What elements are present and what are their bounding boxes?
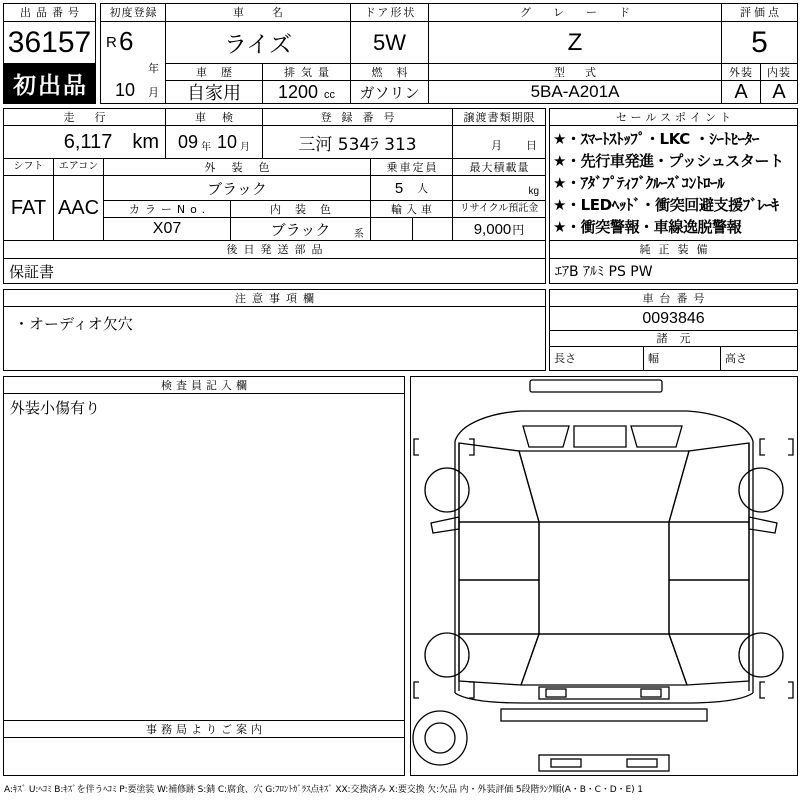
bracket-top-left-close bbox=[469, 439, 474, 455]
score: 5 bbox=[721, 21, 798, 64]
notes-body bbox=[3, 306, 546, 371]
import-cell-b bbox=[412, 217, 453, 241]
lot-number-label: 出品番号 bbox=[3, 3, 96, 22]
history: 自家用 bbox=[165, 80, 263, 104]
color-no: X07 bbox=[103, 217, 231, 241]
inspection-year-unit: 年 bbox=[201, 141, 211, 153]
capacity: 5 bbox=[394, 179, 404, 197]
inspection-month: 10 bbox=[217, 131, 238, 152]
capacity-unit: 人 bbox=[417, 182, 429, 195]
mileage: 6,117 bbox=[63, 130, 113, 153]
inspector-body bbox=[3, 393, 405, 721]
max-load-label: 最大積載量 bbox=[452, 158, 546, 176]
bracket-bottom-right-close bbox=[788, 682, 793, 698]
underbody-bar bbox=[539, 755, 669, 771]
displacement-cell bbox=[262, 80, 351, 104]
front-bumper bbox=[530, 380, 662, 392]
wheel-rear-left bbox=[425, 633, 469, 677]
first-listing-badge: 初出品 bbox=[3, 63, 96, 104]
grade: Z bbox=[428, 21, 722, 64]
length-label: 長さ bbox=[549, 346, 644, 371]
bracket-bottom-left-close bbox=[469, 682, 474, 698]
inspection-month-unit: 月 bbox=[240, 141, 251, 153]
bracket-bottom-right-open bbox=[760, 682, 765, 698]
equipment-label: 純正装備 bbox=[549, 240, 798, 259]
model-code-label: 型式 bbox=[428, 63, 722, 81]
interior-color-cell bbox=[230, 217, 371, 241]
first-registration-year-unit: 年 bbox=[148, 62, 159, 75]
sales-point-item: ★・LEDﾍｯﾄﾞ・衝突回避支援ﾌﾞﾚｰｷ bbox=[553, 195, 779, 214]
right-rear-door bbox=[669, 580, 749, 634]
inspection-cell bbox=[165, 125, 263, 159]
model-code: 5BA-A201A bbox=[428, 80, 722, 104]
office-body bbox=[3, 737, 405, 776]
interior-grade: A bbox=[760, 80, 798, 104]
office-label: 事務局よりご案内 bbox=[3, 720, 405, 738]
color-no-label: カラーNo. bbox=[103, 200, 231, 218]
inspector-label: 検査員記入欄 bbox=[3, 376, 405, 394]
roof bbox=[539, 522, 669, 634]
equipment: ｴｱB ｱﾙﾐ PS PW bbox=[549, 258, 798, 284]
registration-label: 登録番号 bbox=[262, 108, 453, 126]
inspection-label: 車検 bbox=[165, 108, 263, 126]
recycle-unit: 円 bbox=[512, 222, 525, 237]
max-load-cell bbox=[452, 175, 546, 201]
transfer-deadline-cell bbox=[452, 125, 546, 159]
displacement: 1200 bbox=[277, 81, 319, 102]
rear-light-left bbox=[546, 689, 566, 697]
import-label: 輸入車 bbox=[370, 200, 453, 218]
transfer-deadline-day-unit: 日 bbox=[526, 139, 537, 152]
mileage-unit: km bbox=[132, 130, 159, 153]
front-grille bbox=[574, 426, 626, 447]
width-label: 幅 bbox=[643, 346, 721, 371]
spare-tire-hub bbox=[425, 723, 455, 753]
shift-label: シフト bbox=[3, 158, 54, 176]
fuel-label: 燃料 bbox=[350, 63, 429, 81]
later-parts-label: 後日発送部品 bbox=[3, 240, 546, 259]
inspector-comment: 外装小傷有り bbox=[10, 399, 101, 417]
lot-number: 36157 bbox=[3, 21, 96, 64]
displacement-label: 排気量 bbox=[262, 63, 351, 81]
right-front-fender bbox=[669, 443, 749, 522]
notes-label: 注意事項欄 bbox=[3, 289, 546, 307]
aircon: AAC bbox=[53, 175, 104, 241]
wheel-front-left bbox=[425, 468, 469, 512]
exterior-color-label: 外装色 bbox=[103, 158, 371, 176]
wheel-rear-right bbox=[739, 633, 783, 677]
first-registration-cell bbox=[100, 21, 166, 104]
interior-color-suffix: 系 bbox=[354, 229, 364, 240]
bracket-top-right-open bbox=[760, 439, 765, 455]
rear-lower-bar bbox=[501, 709, 707, 721]
recycle-amount: 9,000 bbox=[473, 220, 512, 238]
transfer-deadline-month-unit: 月 bbox=[491, 139, 502, 152]
note-item: ・オーディオ欠穴 bbox=[14, 315, 133, 333]
chassis-label: 車台番号 bbox=[549, 289, 798, 307]
import-cell-a bbox=[370, 217, 413, 241]
left-rear-door bbox=[459, 580, 539, 634]
mileage-cell bbox=[3, 125, 166, 159]
interior-grade-label: 内装 bbox=[760, 63, 798, 81]
sales-point-item: ★・先行車発進・プッシュスタート bbox=[553, 151, 784, 170]
underbody-part-right bbox=[627, 759, 657, 767]
first-registration-year: 6 bbox=[119, 26, 134, 56]
history-label: 車歴 bbox=[165, 63, 263, 81]
mileage-label: 走行 bbox=[3, 108, 166, 126]
car-name-label: 車名 bbox=[165, 3, 351, 22]
capacity-cell bbox=[370, 175, 453, 201]
height-label: 高さ bbox=[720, 346, 798, 371]
car-diagram bbox=[410, 376, 798, 776]
displacement-unit: cc bbox=[324, 88, 336, 101]
fuel: ガソリン bbox=[350, 80, 429, 104]
front-light-left bbox=[523, 426, 569, 447]
rear-light-right bbox=[641, 689, 661, 697]
rear-window bbox=[521, 634, 687, 685]
specs-label: 諸元 bbox=[549, 330, 798, 347]
underbody-part-left bbox=[551, 759, 581, 767]
sales-points-label: セールスポイント bbox=[549, 108, 798, 126]
rear-outline bbox=[455, 693, 753, 703]
registration-number: 三河 534ﾗ 313 bbox=[262, 125, 453, 159]
bracket-top-left-open bbox=[414, 439, 419, 455]
sales-points-list bbox=[549, 125, 798, 241]
transfer-deadline-label: 譲渡書類期限 bbox=[452, 108, 546, 126]
score-label: 評価点 bbox=[721, 3, 798, 22]
right-front-door bbox=[669, 522, 749, 580]
recycle-cell bbox=[452, 217, 546, 241]
interior-color-label: 内装色 bbox=[230, 200, 371, 218]
sales-point-item: ★・衝突警報・車線逸脱警報 bbox=[553, 217, 742, 236]
damage-code-legend: A:ｷｽﾞ U:ﾍｺﾐ B:ｷｽﾞを伴うﾍｺﾐ P:要塗装 W:補修跡 S:錆 C:腐食、穴 G:ﾌﾛﾝﾄｶﾞﾗｽ点ｷｽﾞ XX:交換済み X:要交換 欠:欠品 内・外装評価 5段階ﾗﾝｸ順(A・B・C・D・E) 1 bbox=[4, 784, 643, 795]
spare-tire bbox=[413, 711, 467, 765]
exterior-grade: A bbox=[721, 80, 761, 104]
first-registration-month-unit: 月 bbox=[148, 86, 159, 99]
car-name: ライズ bbox=[165, 21, 351, 64]
grade-label: グレード bbox=[428, 3, 722, 22]
capacity-label: 乗車定員 bbox=[370, 158, 453, 176]
bracket-bottom-left-open bbox=[414, 682, 419, 698]
inspection-year: 09 bbox=[177, 131, 198, 152]
interior-color: ブラック bbox=[270, 220, 331, 239]
chassis-number: 0093846 bbox=[549, 306, 798, 331]
door-type: 5W bbox=[350, 21, 429, 64]
shift: FAT bbox=[3, 175, 54, 241]
max-load-unit: kg bbox=[528, 186, 539, 197]
exterior-grade-label: 外装 bbox=[721, 63, 761, 81]
right-rear-fender bbox=[669, 634, 749, 685]
left-front-door bbox=[459, 522, 539, 580]
first-registration-era: R bbox=[106, 34, 117, 51]
exterior-color: ブラック bbox=[103, 175, 371, 201]
windshield bbox=[519, 451, 689, 522]
wheel-front-right bbox=[739, 468, 783, 512]
front-light-right bbox=[631, 426, 682, 447]
sales-point-item: ★・ｱﾀﾞﾌﾟﾃｨﾌﾞｸﾙｰｽﾞｺﾝﾄﾛｰﾙ bbox=[553, 173, 725, 192]
aircon-label: エアコン bbox=[53, 158, 104, 176]
bracket-top-right-close bbox=[788, 439, 793, 455]
later-parts: 保証書 bbox=[3, 258, 546, 284]
door-type-label: ドア形状 bbox=[350, 3, 429, 22]
first-registration-label: 初度登録 bbox=[100, 3, 166, 22]
first-registration-month: 10 bbox=[115, 80, 136, 100]
sales-point-item: ★・ｽﾏｰﾄｽﾄｯﾌﾟ・LKC ・ｼｰﾄﾋｰﾀｰ bbox=[553, 129, 759, 148]
recycle-label: リサイクル預託金 bbox=[452, 200, 546, 218]
left-rear-fender bbox=[459, 634, 539, 685]
car-diagram-svg bbox=[411, 377, 797, 775]
